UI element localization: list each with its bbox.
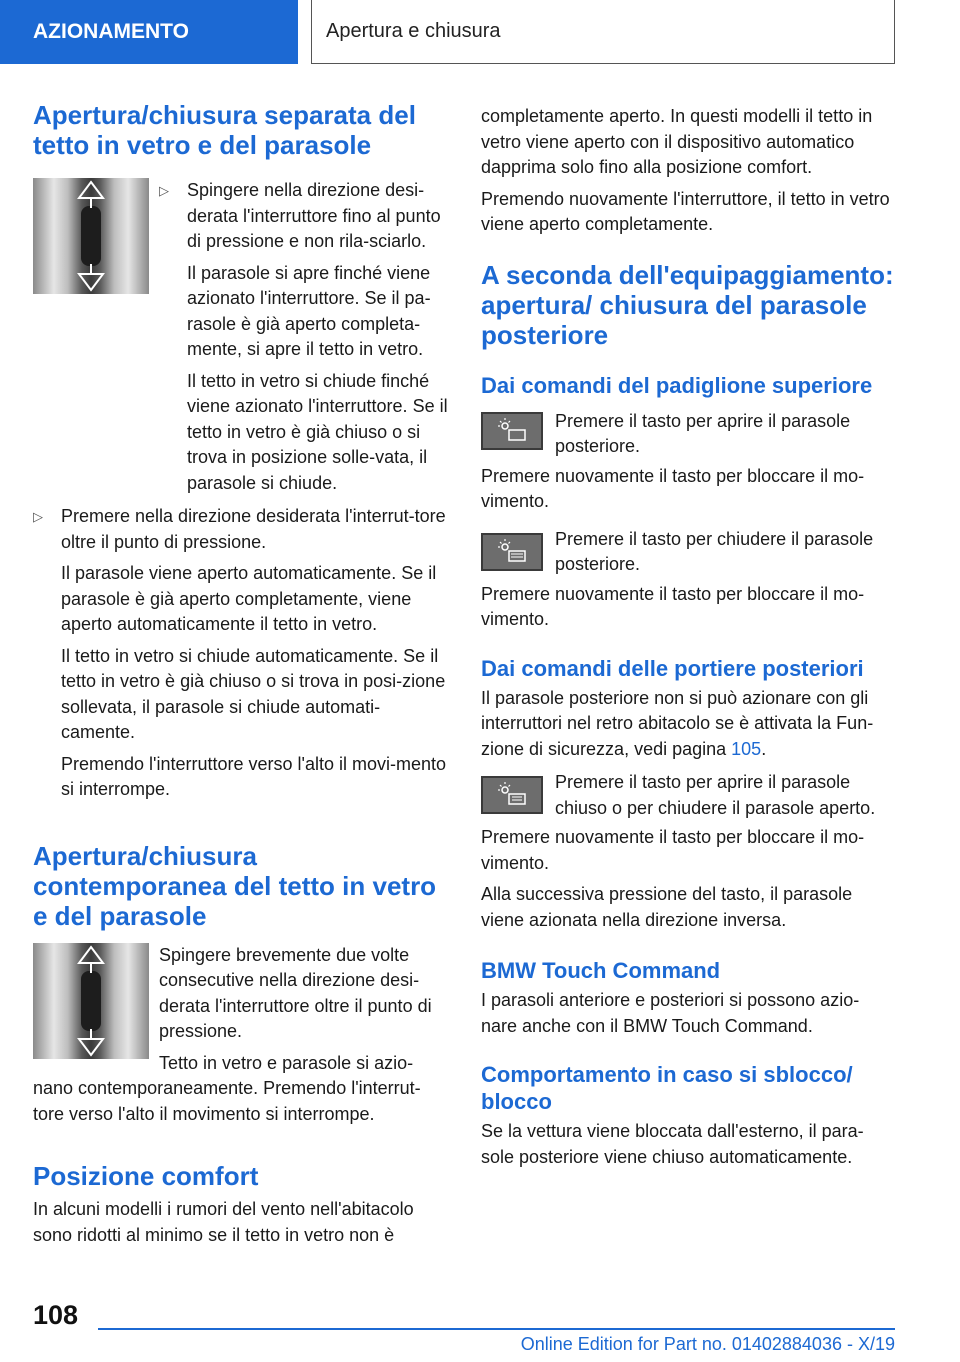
list-item	[159, 178, 448, 502]
switch-arrows-icon	[33, 178, 149, 294]
switch-arrows-icon	[33, 943, 149, 1059]
bullet-triangle-icon: ▷	[159, 183, 169, 198]
paragraph: Premendo l'interruttore verso l'alto il movi-mento si interrompe.	[61, 753, 447, 799]
paragraph: Premendo nuovamente l'interruttore, il tetto in vetro viene aperto completamente.	[481, 188, 890, 234]
paragraph: Se la vettura viene bloccata dall'esterno, il para-sole posteriore viene chiuso automaticamente.	[481, 1121, 864, 1167]
paragraph: Spingere brevemente due volte consecutive nella direzione desi-derata l'interruttore oltre il punto di pressione.	[159, 944, 432, 1041]
paragraph: Il parasole si apre finché viene azionato l'interruttore. Se il pa-rasole è già aperto completa-mente, si apre il tetto in vetro.	[187, 262, 431, 359]
subsection-title-lock-behavior: Comportamento in caso si sblocco/ blocco	[481, 1062, 853, 1114]
paragraph: completamente aperto. In questi modelli il tetto in vetro viene aperto con il dispositivo automatico dapprima solo fino alla posizione comfort.	[481, 106, 873, 177]
paragraph: Alla successiva pressione del tasto, il parasole viene azionata nella direzione inversa.	[481, 884, 853, 930]
sunshade-close-button-icon	[481, 533, 543, 571]
header-section-label: AZIONAMENTO	[0, 0, 298, 64]
left-column	[33, 100, 448, 1248]
paragraph: Il parasole viene aperto automaticamente. Se il parasole è già aperto completamente, viene aperto automaticamente il tetto in vetro.	[61, 563, 437, 634]
sunshade-open-button-icon	[481, 412, 543, 450]
section-title-separate: Apertura/chiusura separata del tetto in vetro e del parasole	[33, 100, 416, 160]
paragraph: Premere nella direzione desiderata l'interrut-tore oltre il punto di pressione.	[61, 506, 446, 552]
paragraph: Premere nuovamente il tasto per bloccare il mo-vimento.	[481, 583, 865, 629]
paragraph: Premere nuovamente il tasto per bloccare il mo-vimento.	[481, 465, 865, 511]
page-number: 108	[33, 1300, 79, 1330]
paragraph: Il tetto in vetro si chiude finché viene azionato l'interruttore. Se il tetto in vetro è già chiuso o si trova in posizione solle-vata, il parasole si chiude.	[187, 370, 448, 493]
paragraph: Il tetto in vetro si chiude automaticamente. Se il tetto in vetro è già chiuso o si trova in posi-zione sollevata, il parasole si chiude automati-camente.	[61, 645, 446, 742]
paragraph: Premere il tasto per aprire il parasole posteriore.	[555, 410, 851, 456]
subsection-title-roof-controls: Dai comandi del padiglione superiore	[481, 372, 873, 398]
subsection-title-touch-command: BMW Touch Command	[481, 958, 721, 983]
paragraph: Premere il tasto per aprire il parasole chiuso o per chiudere il parasole aperto.	[555, 772, 876, 818]
paragraph: I parasoli anteriore e posteriori si possono azio-nare anche con il BMW Touch Command.	[481, 990, 860, 1036]
bullet-triangle-icon: ▷	[33, 509, 43, 524]
subsection-title-rear-doors: Dai comandi delle portiere posteriori	[481, 655, 864, 681]
footer-edition-text: Online Edition for Part no. 01402884036 - X/19	[520, 1334, 895, 1354]
switch-photo	[33, 178, 149, 294]
paragraph: Il parasole posteriore non si può azionare con gli interruttori nel retro abitacolo se è attivata la Fun-zione di sicurezza, vedi pagina 105.	[481, 687, 874, 759]
header-chapter-title: Apertura e chiusura	[311, 0, 895, 64]
section-title-simultaneous: Apertura/chiusura contemporanea del tetto in vetro e del parasole	[33, 840, 437, 931]
paragraph: Spingere nella direzione desi-derata l'interruttore fino al punto di pressione e non rila-sciarlo.	[187, 180, 441, 251]
paragraph: Premere nuovamente il tasto per bloccare il mo-vimento.	[481, 827, 865, 873]
page-link[interactable]: 105	[731, 738, 762, 759]
sunshade-toggle-button-icon	[481, 776, 543, 814]
paragraph: In alcuni modelli i rumori del vento nell'abitacolo sono ridotti al minimo se il tetto in vetro non è	[33, 1199, 414, 1245]
section-title-rear-sunshade: A seconda dell'equipaggiamento: apertura/ chiusura del parasole posteriore	[481, 259, 894, 350]
paragraph: Tetto in vetro e parasole si azio-nano contemporaneamente. Premendo l'interrut-tore verso l'alto il movimento si interrompe.	[33, 1052, 421, 1124]
right-column	[481, 104, 895, 1170]
paragraph: Premere il tasto per chiudere il parasole posteriore.	[555, 528, 874, 574]
section-title-comfort: Posizione comfort	[33, 1161, 259, 1191]
list-item	[33, 504, 448, 809]
footer-divider	[98, 1328, 895, 1330]
switch-photo	[33, 943, 149, 1059]
